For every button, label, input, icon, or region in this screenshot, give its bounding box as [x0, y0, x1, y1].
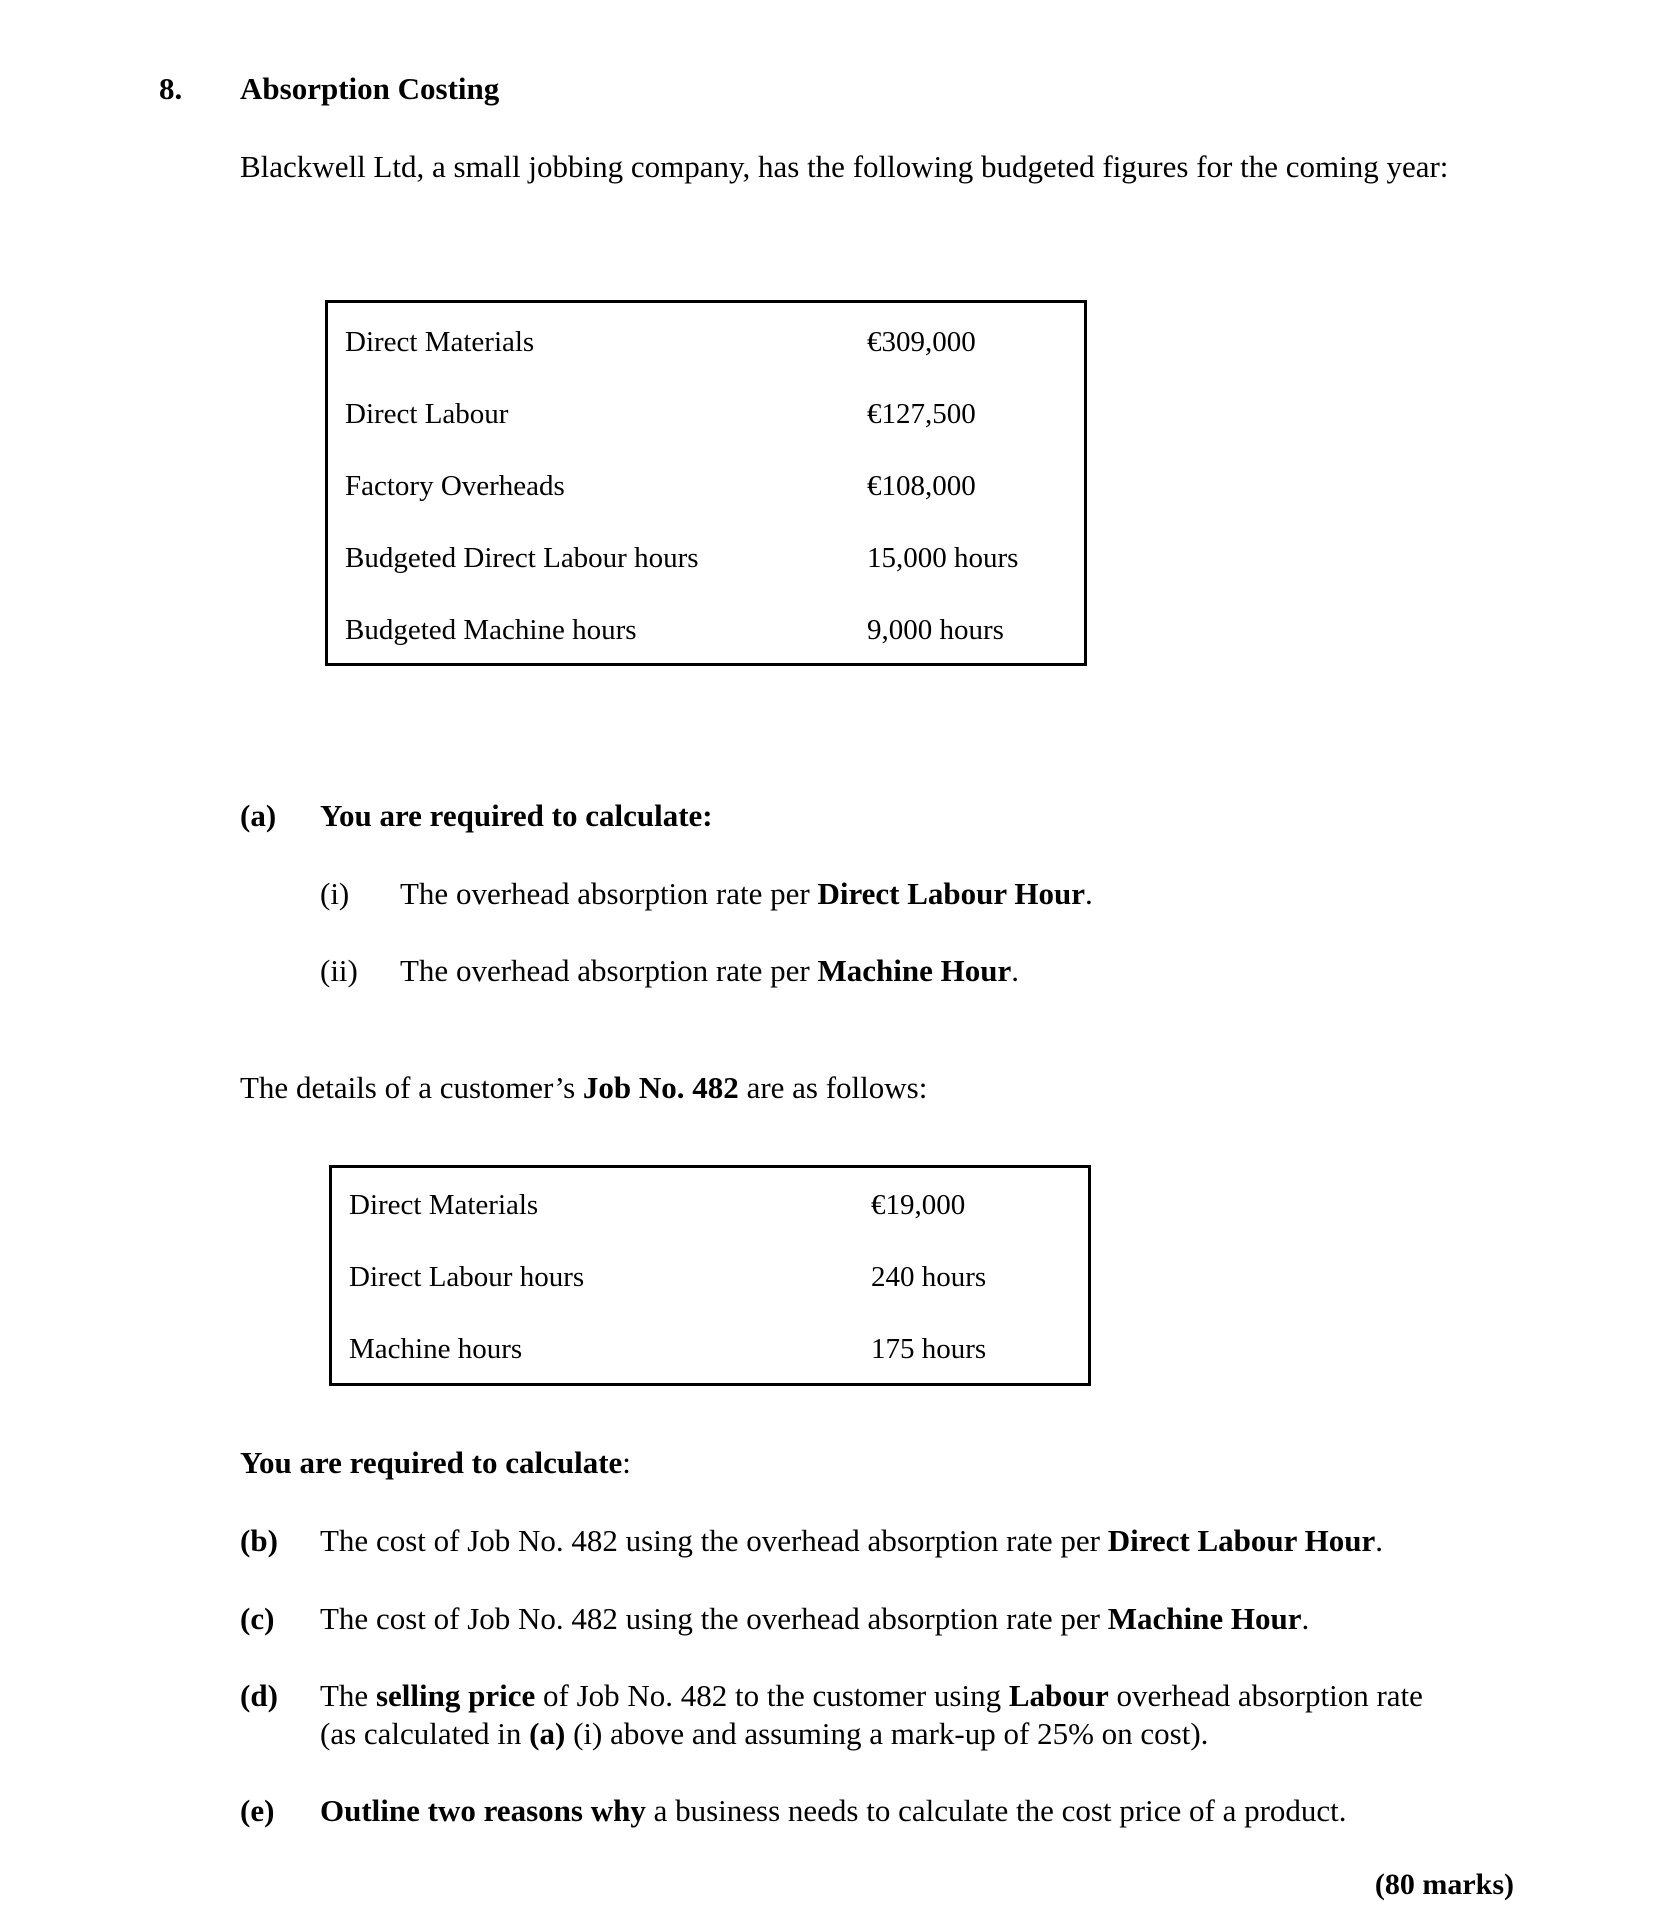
row-value: 15,000 hours [867, 542, 1019, 574]
row-label: Direct Labour hours [349, 1261, 585, 1293]
part-c-marker: (c) [240, 1601, 275, 1636]
table-row [328, 323, 1084, 361]
row-label: Direct Materials [349, 1189, 539, 1221]
part-a-heading: You are required to calculate: [320, 798, 713, 833]
table-row [328, 539, 1084, 577]
row-label: Factory Overheads [345, 470, 565, 502]
part-a-ii-marker: (ii) [320, 953, 358, 988]
question-title: Absorption Costing [240, 71, 500, 106]
part-d-line-1: The selling price of Job No. 482 to the customer using Labour overhead absorption rate [320, 1678, 1423, 1713]
row-label: Budgeted Direct Labour hours [345, 542, 699, 574]
part-a-marker: (a) [240, 798, 277, 833]
table-row [328, 611, 1084, 649]
row-value: 175 hours [871, 1333, 987, 1365]
job-intro: The details of a customer’s Job No. 482 are as follows: [240, 1070, 928, 1105]
row-label: Budgeted Machine hours [345, 614, 637, 646]
row-value: €19,000 [871, 1189, 966, 1221]
row-label: Direct Materials [345, 326, 535, 358]
table-row [328, 395, 1084, 433]
part-a-ii-text: The overhead absorption rate per Machine Hour. [400, 953, 1019, 988]
row-label: Machine hours [349, 1333, 523, 1365]
table-row [332, 1186, 1088, 1224]
job-table [329, 1165, 1091, 1386]
part-c-text: The cost of Job No. 482 using the overhead absorption rate per Machine Hour. [320, 1601, 1310, 1636]
part-a-i-text: The overhead absorption rate per Direct Labour Hour. [400, 876, 1093, 911]
row-value: €108,000 [867, 470, 976, 502]
row-label: Direct Labour [345, 398, 509, 430]
part-b-marker: (b) [240, 1523, 278, 1558]
row-value: €309,000 [867, 326, 976, 358]
part-d-marker: (d) [240, 1678, 278, 1713]
marks-label: (80 marks) [1374, 1868, 1514, 1901]
table-row [332, 1330, 1088, 1368]
intro-paragraph: Blackwell Ltd, a small jobbing company, has the following budgeted figures for the coming year: [240, 149, 1449, 184]
table-row [328, 467, 1084, 505]
part-b-text: The cost of Job No. 482 using the overhead absorption rate per Direct Labour Hour. [320, 1523, 1383, 1558]
part-a-i-marker: (i) [320, 876, 350, 911]
question-number: 8. [159, 71, 183, 106]
row-value: 9,000 hours [867, 614, 1004, 646]
part-d-line-2: (as calculated in (a) (i) above and assuming a mark-up of 25% on cost). [320, 1716, 1209, 1751]
part-e-text: Outline two reasons why a business needs to calculate the cost price of a product. [320, 1793, 1347, 1828]
budget-table [325, 300, 1087, 666]
row-value: €127,500 [867, 398, 976, 430]
table-row [332, 1258, 1088, 1296]
required-heading: You are required to calculate: [240, 1445, 631, 1480]
part-e-marker: (e) [240, 1793, 275, 1828]
row-value: 240 hours [871, 1261, 987, 1293]
